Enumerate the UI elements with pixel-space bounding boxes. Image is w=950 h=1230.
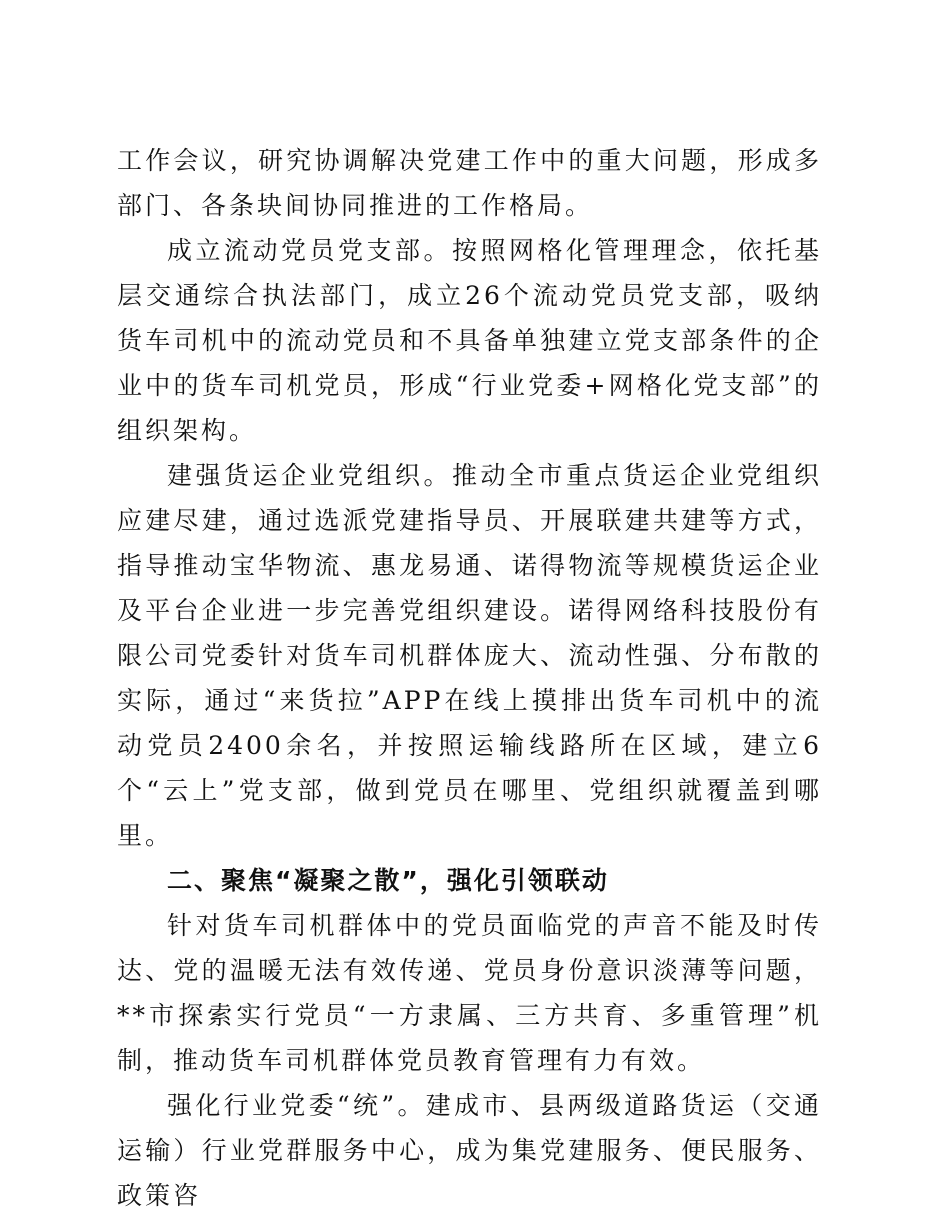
paragraph-floating-party-branch: 成立流动党员党支部。按照网格化管理理念，依托基层交通综合执法部门，成立26个流动党员党支部，吸纳货车司机中的流动党员和不具备单独建立党支部条件的企业中的货车司机党员，形成“行业党委+网格化党支部”的组织架构。	[117, 236, 822, 445]
paragraph-continuation: 工作会议，研究协调解决党建工作中的重大问题，形成多部门、各条块间协同推进的工作格局。	[117, 146, 822, 220]
section-heading: 二、聚焦“凝聚之散”，强化引领联动	[167, 866, 609, 895]
paragraph-industry-committee: 强化行业党委“统”。建成市、县两级道路货运（交通运输）行业党群服务中心，成为集党建服务、便民服务、政策咨	[117, 1091, 822, 1210]
paragraph-party-member-mechanism: 针对货车司机群体中的党员面临党的声音不能及时传达、党的温暖无法有效传递、党员身份意识淡薄等问题，**市探索实行党员“一方隶属、三方共育、多重管理”机制，推动货车司机群体党员教育管理有力有效。	[117, 911, 822, 1075]
paragraph-freight-enterprise-party: 建强货运企业党组织。推动全市重点货运企业党组织应建尽建，通过选派党建指导员、开展联建共建等方式，指导推动宝华物流、惠龙易通、诺得物流等规模货运企业及平台企业进一步完善党组织建设。诺得网络科技股份有限公司党委针对货车司机群体庞大、流动性强、分布散的实际，通过“来货拉”APP在线上摸排出货车司机中的流动党员2400余名，并按照运输线路所在区域，建立6个“云上”党支部，做到党员在哪里、党组织就覆盖到哪里。	[117, 461, 822, 850]
document-body	[117, 138, 822, 1218]
